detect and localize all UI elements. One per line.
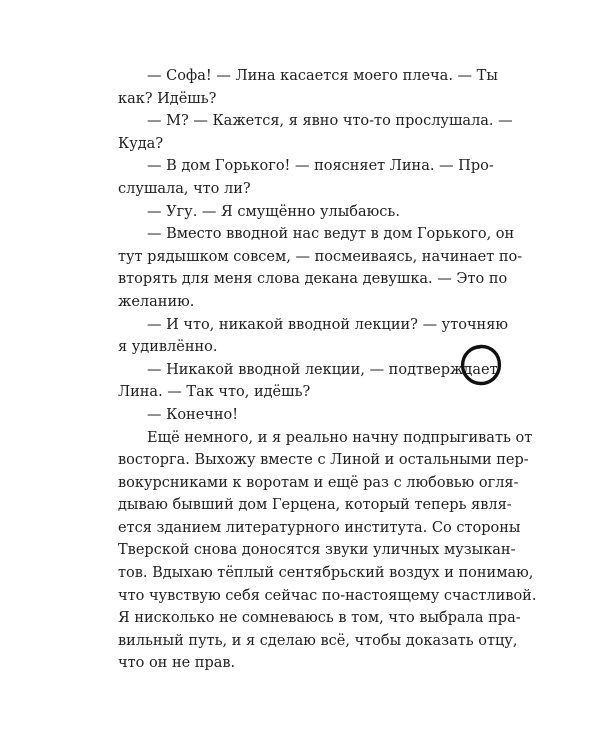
text-line: Я нисколько не сомневаюсь в том, что выбрала пра- xyxy=(118,610,521,627)
text-line: Ещё немного, и я реально начну подпрыгивать от xyxy=(147,429,533,446)
text-line: Куда? xyxy=(118,135,164,152)
text-line: — М? — Кажется, я явно что-то прослушала. — xyxy=(147,113,513,130)
text-line: вильный путь, и я сделаю всё, чтобы доказать отцу, xyxy=(118,632,518,649)
text-line: желанию. xyxy=(118,293,195,310)
text-line: тут рядышком совсем, — посмеиваясь, начинает по- xyxy=(118,248,523,265)
text-line: что чувствую себя сейчас по-настоящему счастливой. xyxy=(118,587,537,604)
text-line: Тверской снова доносятся звуки уличных музыкан- xyxy=(118,542,516,559)
text-line: я удивлённо. xyxy=(118,339,218,356)
text-line: дываю бывший дом Герцена, который теперь явля- xyxy=(118,497,512,514)
text-line: — Вместо вводной нас ведут в дом Горького, он xyxy=(147,226,515,243)
text-line: тов. Вдыхаю тёплый сентябрьский воздух и понимаю, xyxy=(118,565,534,582)
text-line: — Никакой вводной лекции, — подтверждает xyxy=(147,361,498,378)
ink-circle-icon xyxy=(459,343,503,387)
text-line: слушала, что ли? xyxy=(118,180,251,197)
text-line: вторять для меня слова декана девушка. — Это по xyxy=(118,271,508,288)
text-line: ется зданием литературного института. Со стороны xyxy=(118,519,521,536)
text-line: вокурсниками к воротам и ещё раз с любовью огля- xyxy=(118,474,519,491)
text-line: — Софа! — Лина касается моего плеча. — Ты xyxy=(147,68,498,84)
text-line: как? Идёшь? xyxy=(118,90,217,107)
text-line: — В дом Горького! — поясняет Лина. — Про- xyxy=(147,158,494,175)
text-line: восторга. Выхожу вместе с Линой и остальными пер- xyxy=(118,452,529,469)
page-text xyxy=(118,65,537,675)
text-line: — Угу. — Я смущённо улыбаюсь. xyxy=(147,203,400,220)
text-line: — И что, никакой вводной лекции? — уточняю xyxy=(147,316,508,333)
text-line: что он не прав. xyxy=(118,655,236,672)
text-line: — Конечно! xyxy=(147,406,239,423)
text-line: Лина. — Так что, идёшь? xyxy=(118,384,311,401)
